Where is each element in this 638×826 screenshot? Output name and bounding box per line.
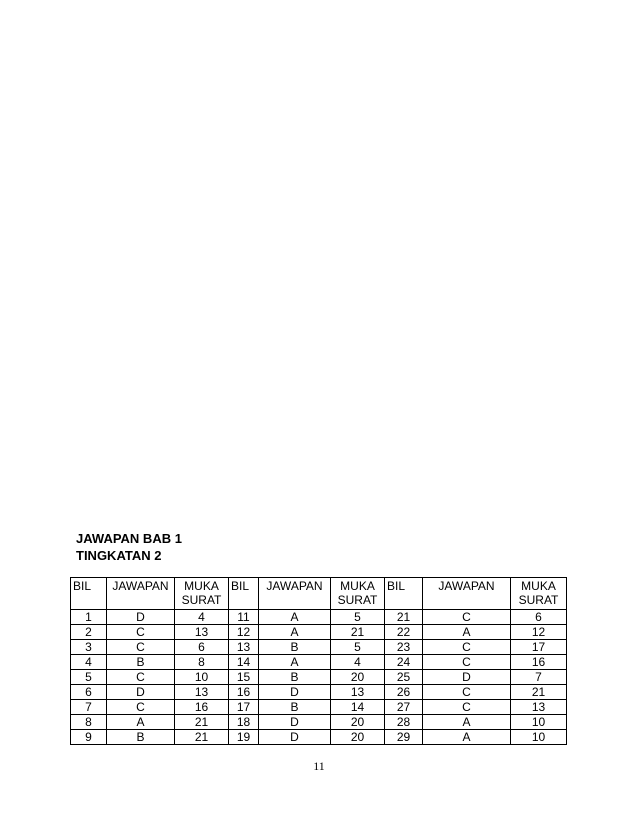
bil-cell: 3: [71, 640, 107, 655]
header-jawapan: [259, 578, 331, 610]
header-muka-surat: [511, 578, 567, 610]
muka-surat-cell: 20: [331, 670, 385, 685]
jawapan-cell: D: [259, 715, 331, 730]
muka-surat-cell: 10: [511, 730, 567, 745]
document-title: JAWAPAN BAB 1: [76, 531, 182, 546]
bil-cell: 19: [229, 730, 259, 745]
muka-surat-cell: 4: [331, 655, 385, 670]
bil-cell: 17: [229, 700, 259, 715]
table-row: [71, 730, 567, 745]
bil-cell: 27: [385, 700, 423, 715]
muka-surat-cell: 10: [175, 670, 229, 685]
jawapan-cell: C: [423, 610, 511, 625]
bil-cell: 21: [385, 610, 423, 625]
muka-surat-cell: 10: [511, 715, 567, 730]
jawapan-cell: B: [259, 640, 331, 655]
table-row: [71, 625, 567, 640]
jawapan-cell: C: [423, 640, 511, 655]
muka-surat-cell: 20: [331, 715, 385, 730]
jawapan-cell: C: [107, 700, 175, 715]
header-bil: [385, 578, 423, 610]
jawapan-cell: B: [107, 730, 175, 745]
header-jawapan: [107, 578, 175, 610]
header-surat-label: SURAT: [518, 593, 559, 607]
bil-cell: 29: [385, 730, 423, 745]
page-number: 11: [313, 759, 325, 773]
header-bil: [71, 578, 107, 610]
muka-surat-cell: 13: [511, 700, 567, 715]
bil-cell: 26: [385, 685, 423, 700]
header-jawapan-label: JAWAPAN: [266, 579, 323, 593]
bil-cell: 28: [385, 715, 423, 730]
bil-cell: 9: [71, 730, 107, 745]
header-muka-label: MUKA: [184, 579, 219, 593]
muka-surat-cell: 21: [175, 715, 229, 730]
jawapan-cell: D: [423, 670, 511, 685]
jawapan-cell: A: [423, 730, 511, 745]
header-bil-label: BIL: [387, 579, 406, 593]
jawapan-cell: A: [423, 625, 511, 640]
jawapan-cell: C: [107, 670, 175, 685]
bil-cell: 23: [385, 640, 423, 655]
jawapan-cell: D: [259, 685, 331, 700]
bil-cell: 15: [229, 670, 259, 685]
header-jawapan-label: JAWAPAN: [112, 579, 169, 593]
bil-cell: 22: [385, 625, 423, 640]
table-row: [71, 670, 567, 685]
header-bil: [229, 578, 259, 610]
muka-surat-cell: 12: [511, 625, 567, 640]
muka-surat-cell: 21: [331, 625, 385, 640]
header-muka-label: MUKA: [521, 579, 556, 593]
muka-surat-cell: 5: [331, 610, 385, 625]
header-surat-label: SURAT: [181, 593, 222, 607]
jawapan-cell: A: [259, 625, 331, 640]
muka-surat-cell: 4: [175, 610, 229, 625]
jawapan-cell: D: [107, 610, 175, 625]
muka-surat-cell: 14: [331, 700, 385, 715]
muka-surat-cell: 13: [331, 685, 385, 700]
muka-surat-cell: 6: [175, 640, 229, 655]
jawapan-cell: B: [259, 670, 331, 685]
muka-surat-cell: 13: [175, 625, 229, 640]
bil-cell: 11: [229, 610, 259, 625]
table-row: [71, 700, 567, 715]
bil-cell: 5: [71, 670, 107, 685]
bil-cell: 18: [229, 715, 259, 730]
table-row: [71, 655, 567, 670]
header-jawapan: [423, 578, 511, 610]
header-muka-label: MUKA: [340, 579, 375, 593]
bil-cell: 6: [71, 685, 107, 700]
jawapan-cell: A: [259, 655, 331, 670]
jawapan-cell: C: [107, 625, 175, 640]
muka-surat-cell: 20: [331, 730, 385, 745]
bil-cell: 14: [229, 655, 259, 670]
table-row: [71, 610, 567, 625]
jawapan-cell: C: [423, 655, 511, 670]
header-surat-label: SURAT: [337, 593, 378, 607]
table-row: [71, 715, 567, 730]
bil-cell: 12: [229, 625, 259, 640]
muka-surat-cell: 7: [511, 670, 567, 685]
jawapan-cell: B: [107, 655, 175, 670]
jawapan-cell: C: [423, 700, 511, 715]
jawapan-cell: A: [107, 715, 175, 730]
jawapan-cell: C: [107, 640, 175, 655]
table-row: [71, 685, 567, 700]
muka-surat-cell: 13: [175, 685, 229, 700]
jawapan-cell: A: [259, 610, 331, 625]
bil-cell: 2: [71, 625, 107, 640]
muka-surat-cell: 6: [511, 610, 567, 625]
muka-surat-cell: 17: [511, 640, 567, 655]
bil-cell: 4: [71, 655, 107, 670]
muka-surat-cell: 16: [511, 655, 567, 670]
bil-cell: 16: [229, 685, 259, 700]
jawapan-cell: C: [423, 685, 511, 700]
document-subtitle: TINGKATAN 2: [76, 548, 162, 563]
bil-cell: 24: [385, 655, 423, 670]
jawapan-cell: D: [107, 685, 175, 700]
header-bil-label: BIL: [73, 579, 92, 593]
jawapan-cell: B: [259, 700, 331, 715]
bil-cell: 7: [71, 700, 107, 715]
muka-surat-cell: 21: [511, 685, 567, 700]
muka-surat-cell: 5: [331, 640, 385, 655]
header-muka-surat: [175, 578, 229, 610]
header-muka-surat: [331, 578, 385, 610]
muka-surat-cell: 16: [175, 700, 229, 715]
header-jawapan-label: JAWAPAN: [438, 579, 495, 593]
muka-surat-cell: 8: [175, 655, 229, 670]
table-row: [71, 640, 567, 655]
header-bil-label: BIL: [231, 579, 250, 593]
muka-surat-cell: 21: [175, 730, 229, 745]
bil-cell: 1: [71, 610, 107, 625]
bil-cell: 13: [229, 640, 259, 655]
bil-cell: 8: [71, 715, 107, 730]
answer-table: [70, 577, 567, 745]
jawapan-cell: A: [423, 715, 511, 730]
table-header-row: [71, 578, 567, 610]
jawapan-cell: D: [259, 730, 331, 745]
bil-cell: 25: [385, 670, 423, 685]
